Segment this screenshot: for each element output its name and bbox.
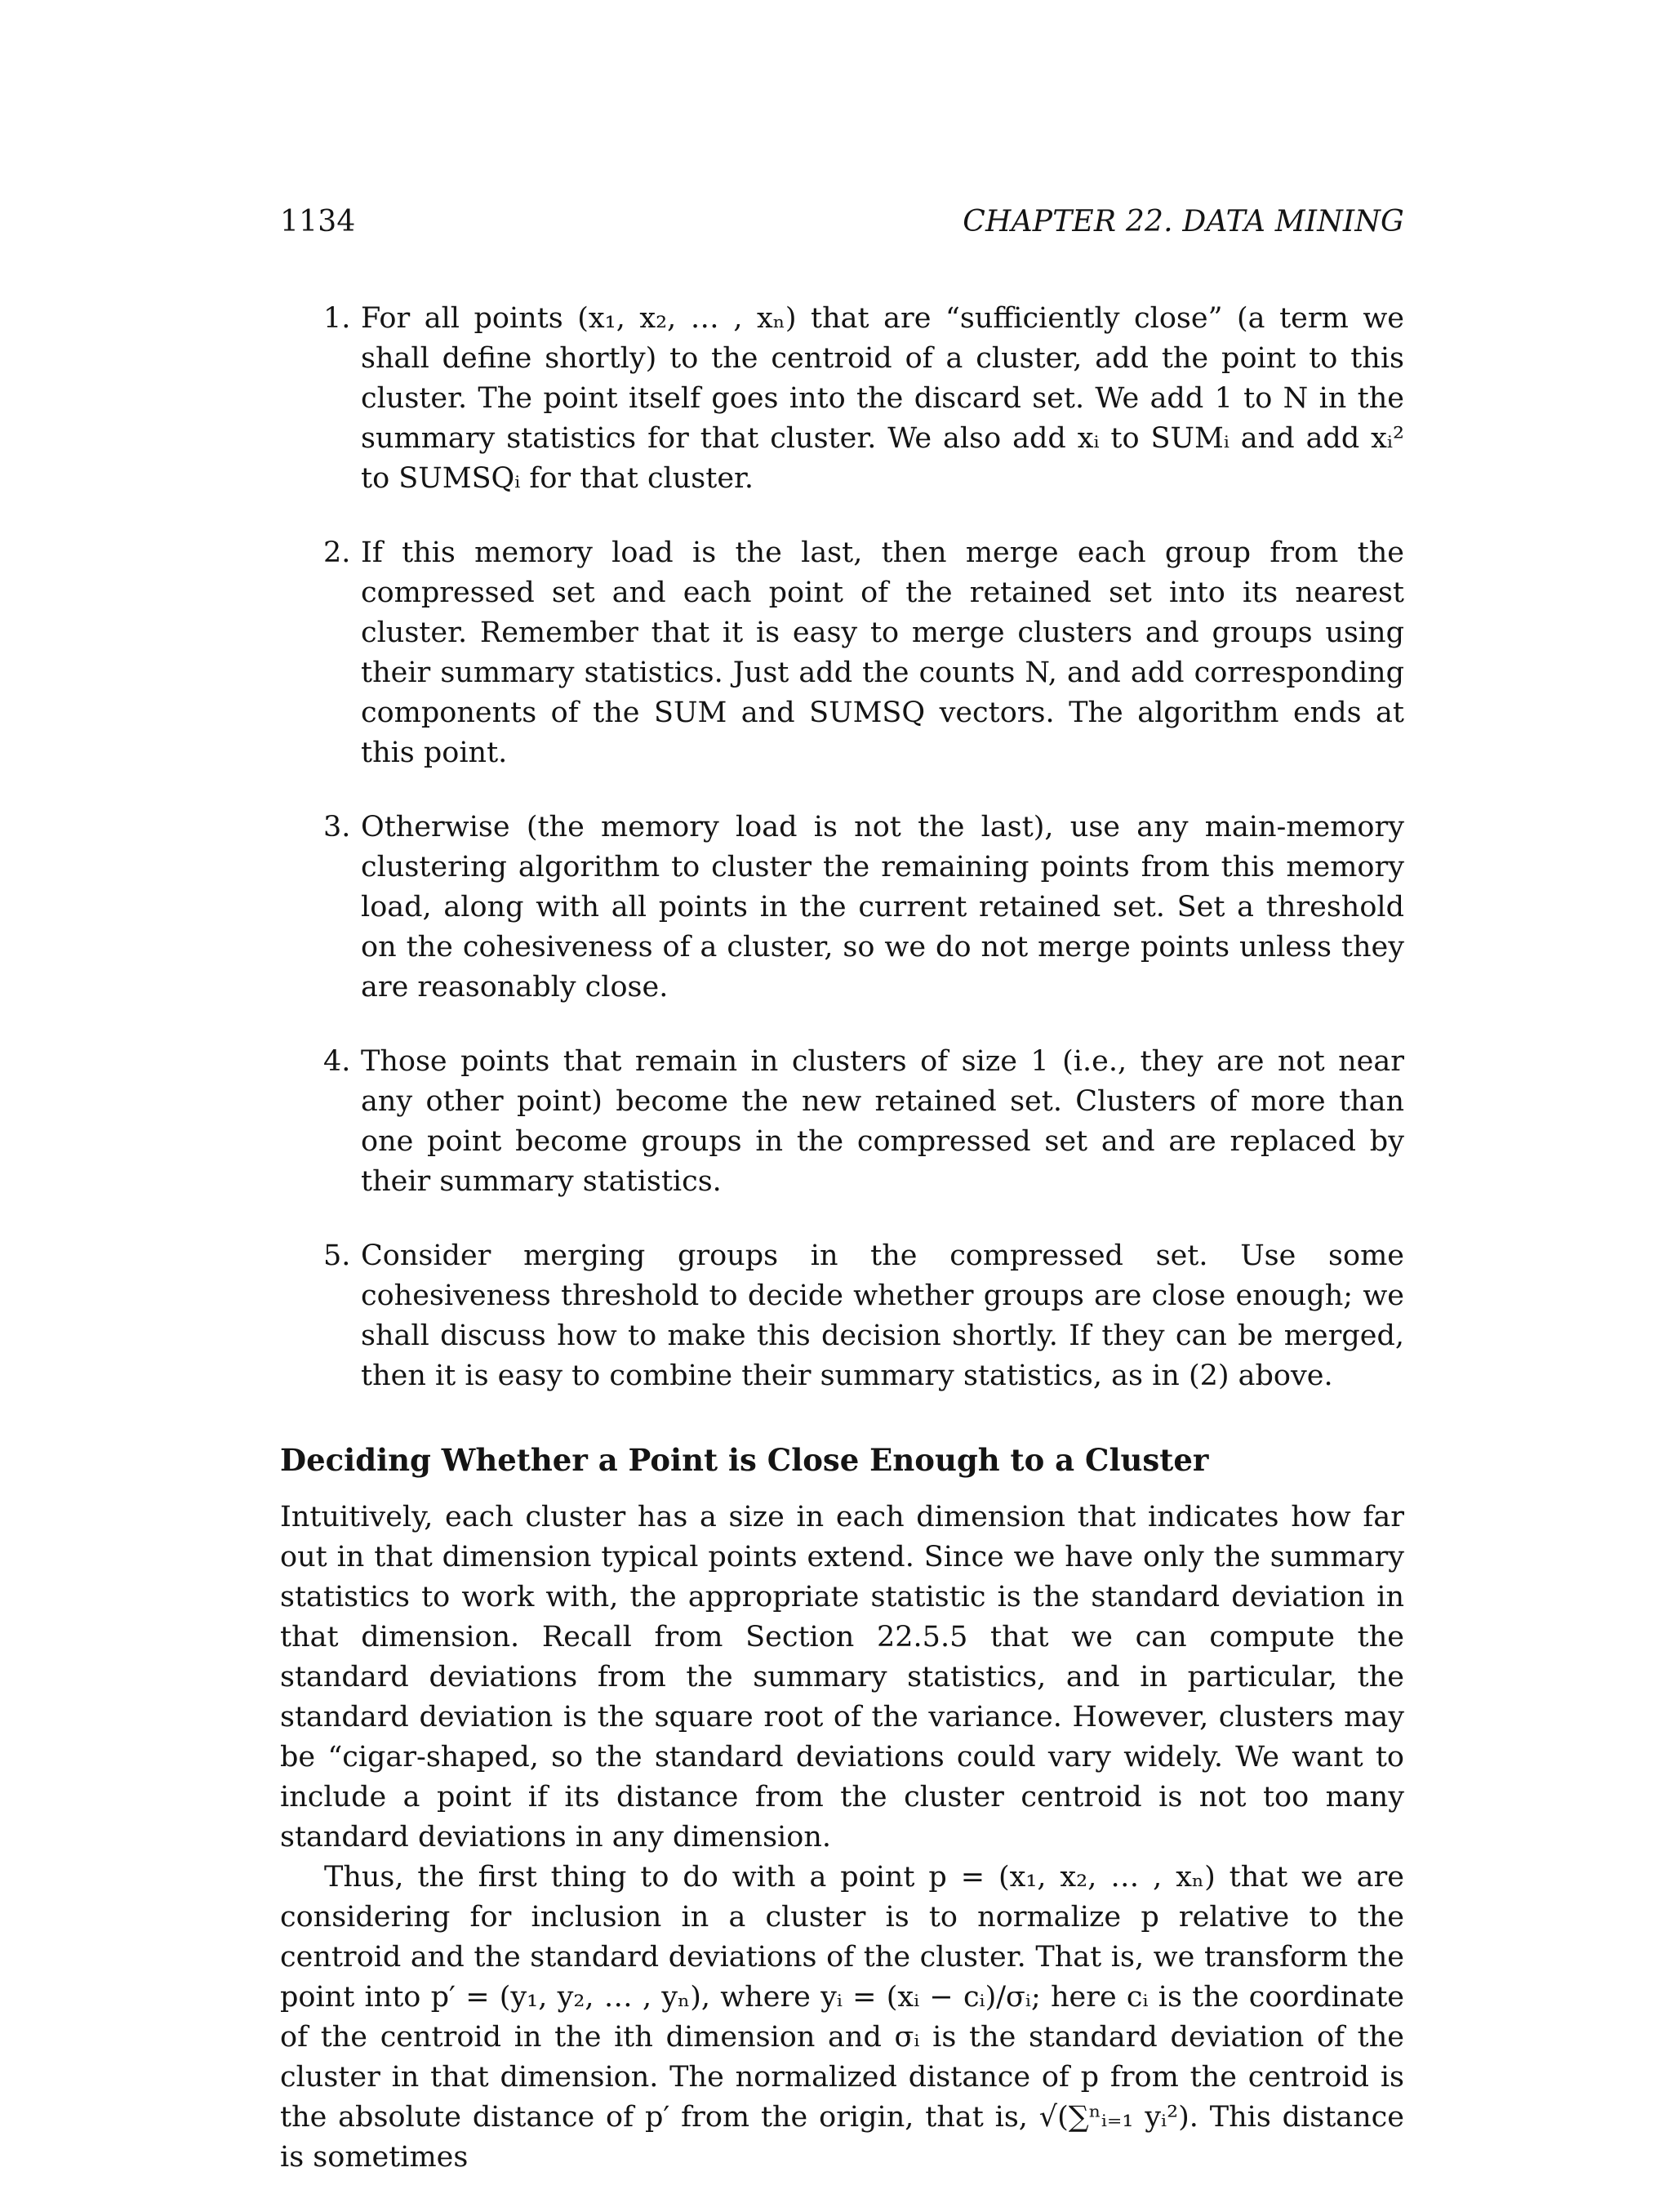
step-text: Consider merging groups in the compressed set. Use some cohesiveness threshold to decide whether groups are close enough; we shall discuss how to make this decision shortly. If they can be merged, then it is easy to combine their summary statistics, as in (2) above.	[361, 1240, 1404, 1392]
step-number: 1.	[323, 302, 351, 335]
step-text: Otherwise (the memory load is not the last), use any main-memory clustering algorithm to cluster the remaining points from this memory load, along with all points in the current retained set. Set a threshold on the cohesiveness of a cluster, so we do not merge points unless they are reasonably close.	[361, 811, 1404, 1004]
body-paragraph: Thus, the first thing to do with a point p = (x₁, x₂, … , xₙ) that we are considering for inclusion in a cluster is to normalize p relative to the centroid and the standard deviations of the cluster. That is, we transform the point into p′ = (y₁, y₂, … , yₙ), where yᵢ = (xᵢ − cᵢ)/σᵢ; here cᵢ is the coordinate of the centroid in the ith dimension and σᵢ is the standard deviation of the cluster in that dimension. The normalized distance of p from the centroid is the absolute distance of p′ from the origin, that is, √(∑ⁿᵢ₌₁ yᵢ²). This distance is sometimes	[280, 1861, 1404, 2174]
step-number: 2.	[323, 536, 351, 569]
list-item	[280, 1042, 1404, 1202]
step-text: Those points that remain in clusters of size 1 (i.e., they are not near any other point) become the new retained set. Clusters of more than one point become groups in the compressed set and are replaced by their summary statistics.	[361, 1045, 1404, 1198]
step-number: 4.	[323, 1045, 351, 1078]
book-page	[280, 204, 1404, 2178]
step-number: 5.	[323, 1240, 351, 1272]
list-item	[280, 808, 1404, 1008]
step-text: For all points (x₁, x₂, … , xₙ) that are “sufficiently close” (a term we shall define shortly) to the centroid of a cluster, add the point to this cluster. The point itself goes into the discard set. We add 1 to N in the summary statistics for that cluster. We also add xᵢ to SUMᵢ and add xᵢ² to SUMSQᵢ for that cluster.	[361, 302, 1404, 495]
list-item	[280, 299, 1404, 499]
step-text: If this memory load is the last, then merge each group from the compressed set and each point of the retained set into its nearest cluster. Remember that it is easy to merge clusters and groups using their summary statistics. Just add the counts N, and add corresponding components of the SUM and SUMSQ vectors. The algorithm ends at this point.	[361, 536, 1404, 769]
page-number: 1134	[280, 205, 356, 238]
list-item	[280, 533, 1404, 773]
algorithm-steps-list	[280, 299, 1404, 1396]
body-paragraph: Intuitively, each cluster has a size in each dimension that indicates how far out in that dimension typical points extend. Since we have only the summary statistics to work with, the appropriate statistic is the standard deviation in that dimension. Recall from Section 22.5.5 that we can compute the standard deviations from the summary statistics, and in particular, the standard deviation is the square root of the variance. However, clusters may be “cigar-shaped, so the standard deviations could vary widely. We want to include a point if its distance from the cluster centroid is not too many standard deviations in any dimension.	[280, 1501, 1404, 1854]
chapter-title: CHAPTER 22. DATA MINING	[963, 205, 1404, 238]
running-head	[280, 204, 1404, 240]
list-item	[280, 1236, 1404, 1396]
section-heading: Deciding Whether a Point is Close Enough to a Cluster	[280, 1442, 1209, 1478]
step-number: 3.	[323, 811, 351, 843]
